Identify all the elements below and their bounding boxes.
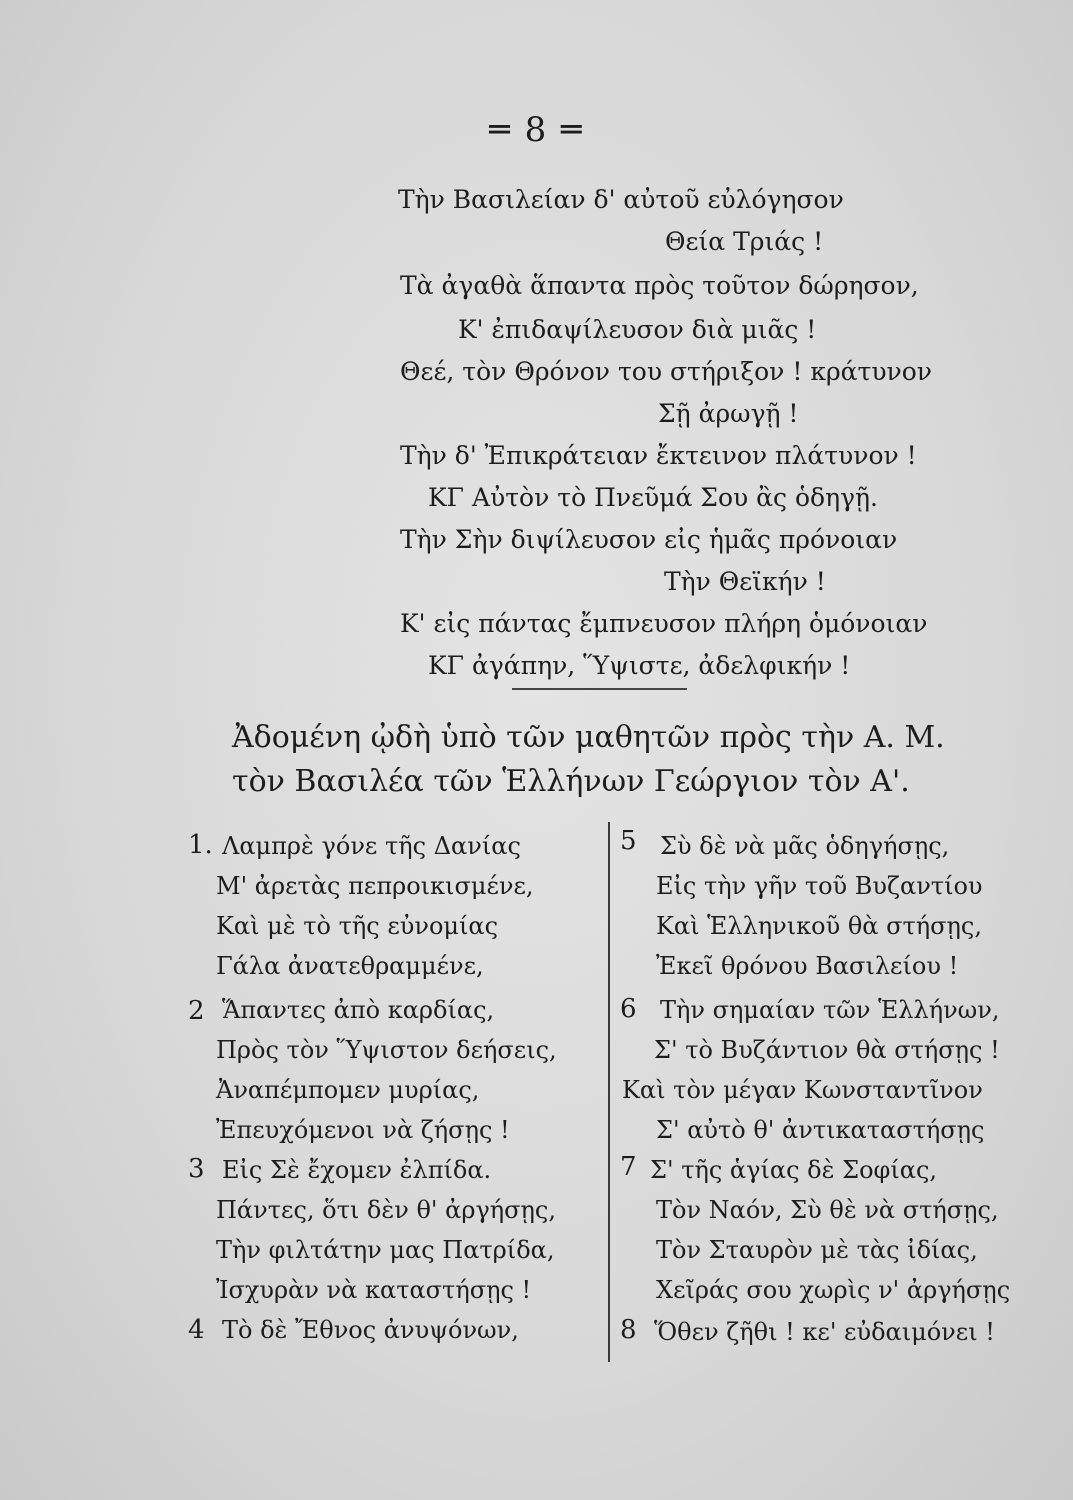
stanza-number: 7 bbox=[620, 1152, 637, 1182]
verse-line: Σ' αὐτὸ θ' ἀντικαταστήσῃς bbox=[656, 1116, 985, 1144]
verse-line: Τὴν σημαίαν τῶν Ἑλλήνων, bbox=[660, 996, 1000, 1024]
stanza-number: 2 bbox=[188, 996, 205, 1026]
verse-line: Εἰς Σὲ ἔχομεν ἐλπίδα. bbox=[222, 1156, 492, 1184]
stanza-number: 6 bbox=[620, 994, 637, 1024]
verse-line: Καὶ Ἑλληνικοῦ θὰ στήσῃς, bbox=[656, 912, 982, 940]
stanza-number: 1. bbox=[188, 830, 213, 860]
page-number-header: ═ 8 ═ bbox=[489, 110, 584, 150]
poem-line: Θεέ, τὸν Θρόνον του στήριξον ! κράτυνον bbox=[400, 357, 932, 386]
verse-line: Γάλα ἀνατεθραμμένε, bbox=[216, 952, 484, 980]
stanza-number: 8 bbox=[620, 1315, 637, 1345]
verse-line: Πάντες, ὅτι δὲν θ' ἀργήσῃς, bbox=[216, 1196, 556, 1224]
poem-line: Τὴν Θεϊκήν ! bbox=[664, 567, 826, 596]
verse-line: Χεῖράς σου χωρὶς ν' ἀργήσῃς bbox=[656, 1276, 1011, 1304]
verse-line: Λαμπρὲ γόνε τῆς Δανίας bbox=[222, 832, 521, 860]
verse-line: Ἐπευχόμενοι νὰ ζήσῃς ! bbox=[216, 1116, 510, 1144]
poem-line: ΚΓ ἀγάπην, Ὕψιστε, ἀδελφικήν ! bbox=[428, 651, 851, 680]
verse-line: Σὺ δὲ νὰ μᾶς ὁδηγήσῃς, bbox=[660, 832, 950, 860]
verse-line: Ἅπαντες ἀπὸ καρδίας, bbox=[222, 996, 495, 1024]
verse-line: Σ' τὸ Βυζάντιον θὰ στήσῃς ! bbox=[654, 1036, 1000, 1064]
verse-line: Ἰσχυρὰν νὰ καταστήσῃς ! bbox=[216, 1276, 532, 1304]
verse-line: Πρὸς τὸν Ὕψιστον δεήσεις, bbox=[216, 1036, 557, 1064]
verse-line: Καὶ μὲ τὸ τῆς εὐνομίας bbox=[216, 912, 499, 940]
poem-line: Τὴν Σὴν διψίλευσον εἰς ἡμᾶς πρόνοιαν bbox=[400, 525, 898, 554]
verse-line: Ὅθεν ζῆθι ! κε' εὐδαιμόνει ! bbox=[654, 1318, 995, 1346]
poem-line: Τὰ ἀγαθὰ ἅπαντα πρὸς τοῦτον δώρησον, bbox=[400, 271, 919, 300]
verse-line: Μ' ἀρετὰς πεπροικισμένε, bbox=[216, 872, 534, 900]
stanza-number: 3 bbox=[188, 1154, 205, 1184]
verse-line: Καὶ τὸν μέγαν Κωνσταντῖνον bbox=[622, 1076, 983, 1104]
poem-line: Τὴν δ' Ἐπικράτειαν ἔκτεινον πλάτυνον ! bbox=[400, 441, 917, 470]
poem-line: Θεία Τριάς ! bbox=[665, 227, 824, 256]
verse-line: Τὸν Σταυρὸν μὲ τὰς ἰδίας, bbox=[656, 1236, 978, 1264]
song-title-line-2: τὸν Βασιλέα τῶν Ἑλλήνων Γεώργιον τὸν Α'. bbox=[232, 764, 910, 799]
poem-line: Σῇ ἀρωγῇ ! bbox=[658, 399, 799, 428]
stanza-number: 4 bbox=[188, 1315, 205, 1345]
poem-line: Κ' ἐπιδαψίλευσον διὰ μιᾶς ! bbox=[458, 315, 817, 344]
poem-line: Κ' εἰς πάντας ἔμπνευσον πλήρη ὁμόνοιαν bbox=[400, 609, 928, 638]
verse-line: Τὴν φιλτάτην μας Πατρίδα, bbox=[216, 1236, 555, 1264]
verse-line: Τὸ δὲ Ἔθνος ἀνυψόνων, bbox=[222, 1316, 519, 1344]
poem-line: ΚΓ Αὐτὸν τὸ Πνεῦμά Σου ἂς ὁδηγῇ. bbox=[428, 483, 878, 512]
verse-line: Σ' τῆς ἁγίας δὲ Σοφίας, bbox=[650, 1156, 938, 1184]
verse-line: Εἰς τὴν γῆν τοῦ Βυζαντίου bbox=[656, 872, 983, 900]
verse-line: Ἐκεῖ θρόνου Βασιλείου ! bbox=[656, 952, 959, 980]
stanza-number: 5 bbox=[620, 826, 637, 856]
song-title-line-1: Ἀδομένη ᾠδὴ ὑπὸ τῶν μαθητῶν πρὸς τὴν Α. Μ. bbox=[232, 720, 945, 755]
poem-line: Τὴν Βασιλείαν δ' αὐτοῦ εὐλόγησον bbox=[398, 185, 844, 214]
verse-line: Τὸν Ναόν, Σὺ θὲ νὰ στήσῃς, bbox=[656, 1196, 999, 1224]
verse-line: Ἀναπέμπομεν μυρίας, bbox=[216, 1076, 480, 1104]
